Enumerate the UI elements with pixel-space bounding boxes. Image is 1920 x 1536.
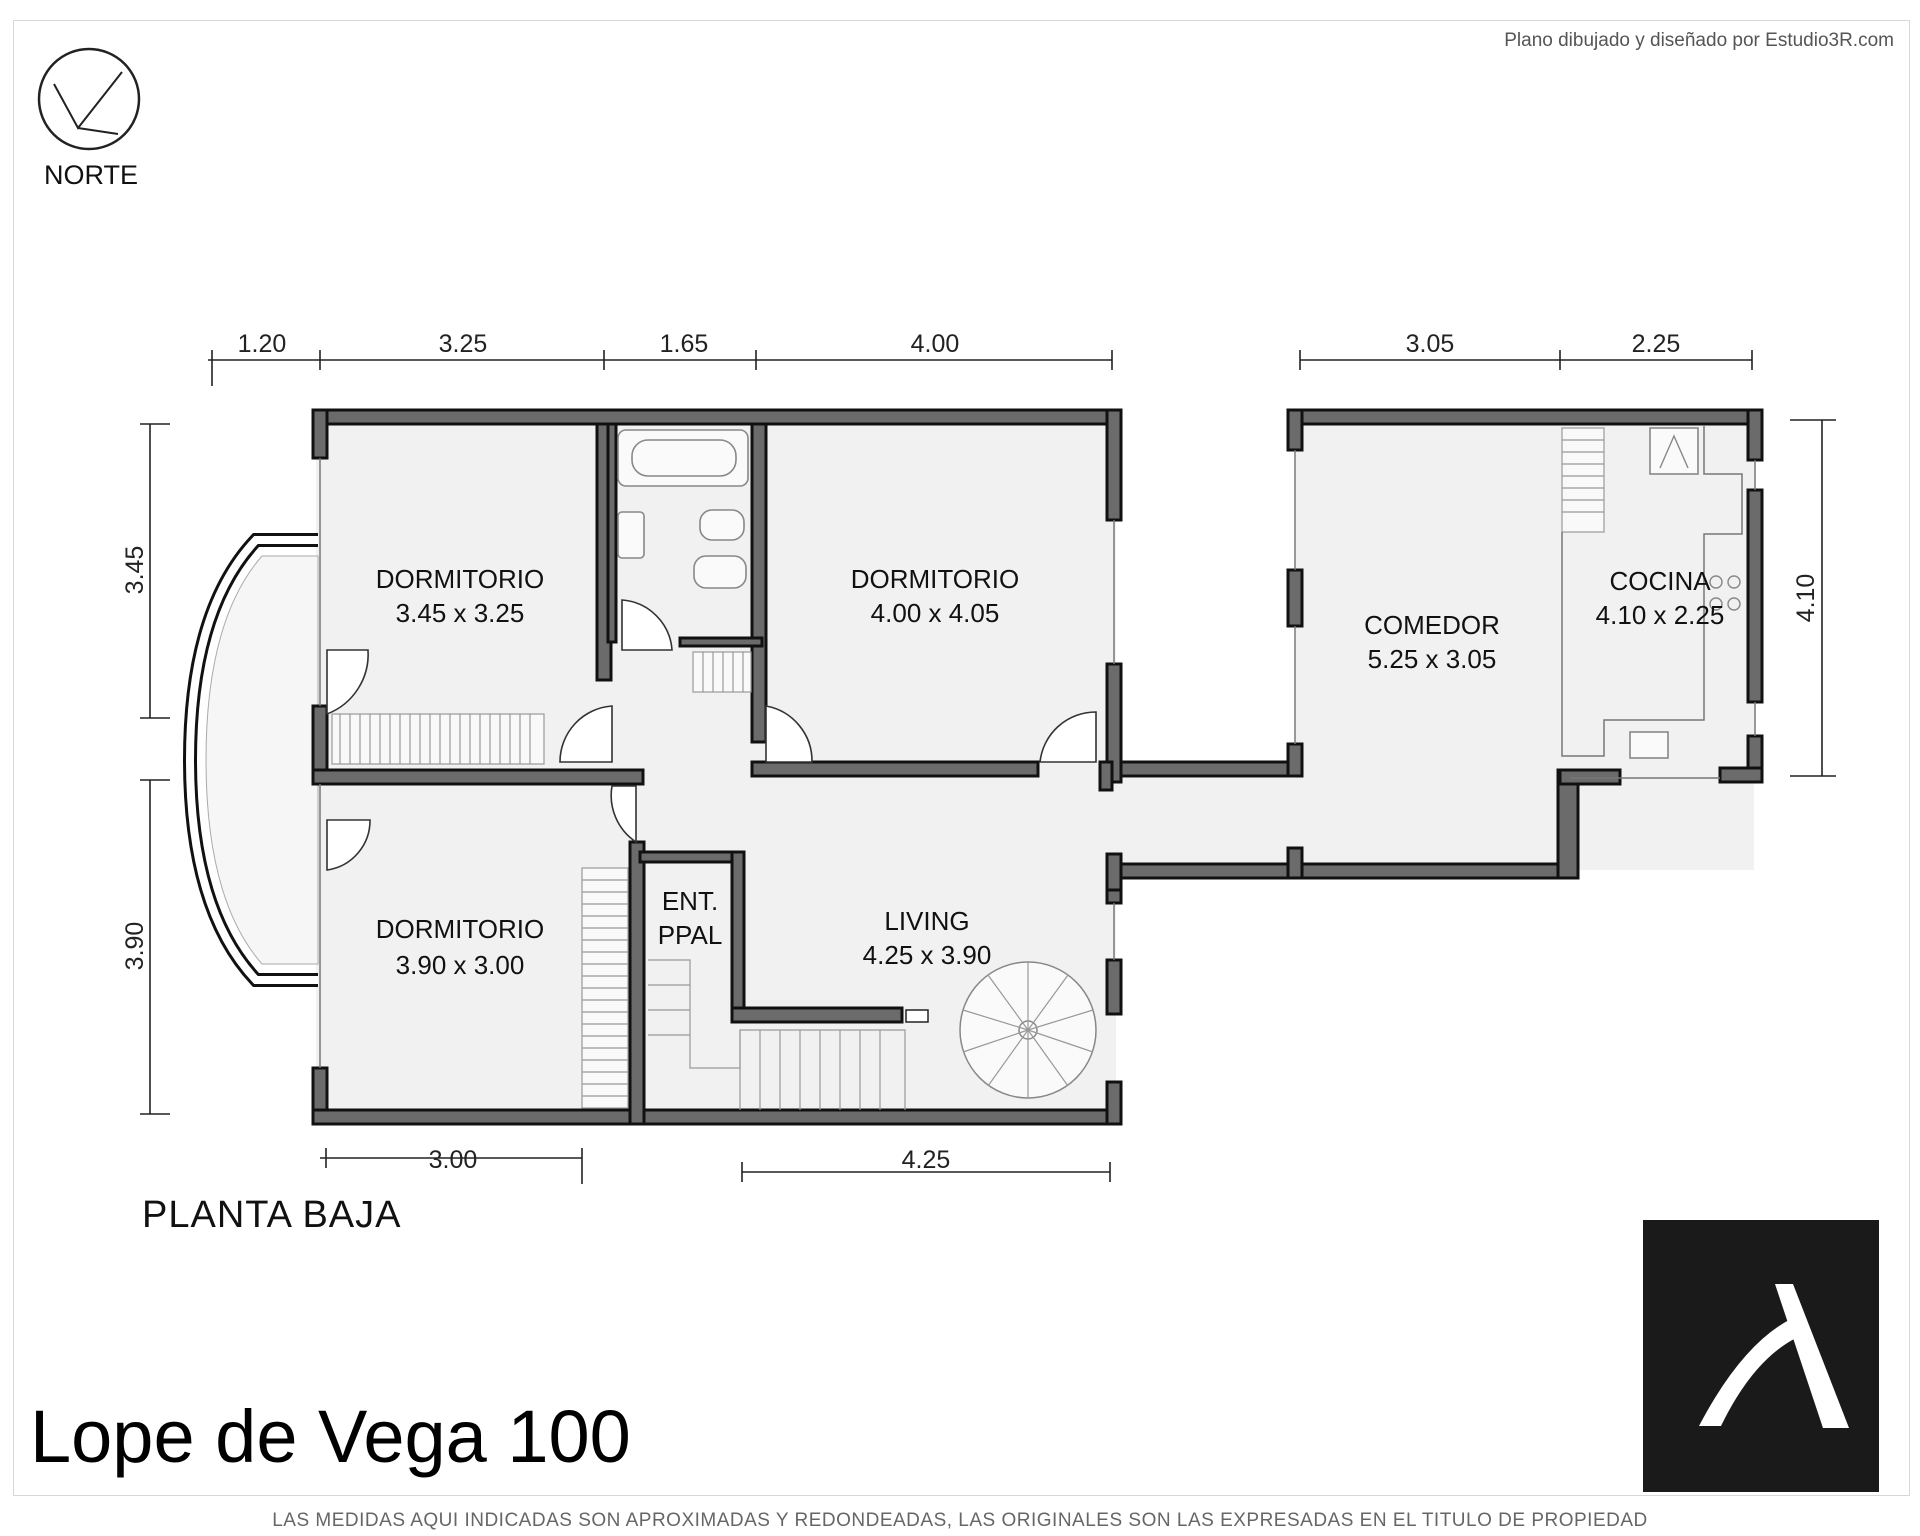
property-address: Lope de Vega 100 bbox=[30, 1395, 631, 1478]
balcony bbox=[190, 540, 318, 980]
room-size: 4.25 x 3.90 bbox=[862, 940, 992, 970]
dim-top-4: 4.00 bbox=[910, 330, 960, 358]
dim-top-2: 3.25 bbox=[438, 330, 488, 358]
dim-top-5: 3.05 bbox=[1405, 330, 1455, 358]
disclaimer-text: LAS MEDIDAS AQUI INDICADAS SON APROXIMADAS Y REDONDEADAS, LAS ORIGINALES SON LAS EXPRESADAS EN EL TITULO DE PROPIEDAD bbox=[272, 1510, 1648, 1531]
room-size: 3.90 x 3.00 bbox=[395, 950, 525, 980]
dim-bottom-1: 3.00 bbox=[428, 1146, 478, 1174]
room-name: COCINA bbox=[1609, 566, 1711, 596]
room-name: LIVING bbox=[884, 906, 970, 936]
room-name: DORMITORIO bbox=[375, 914, 545, 944]
credit-text: Plano dibujado y diseñado por Estudio3R.com bbox=[1504, 30, 1894, 51]
room-name: COMEDOR bbox=[1364, 610, 1500, 640]
brand-logo bbox=[1643, 1220, 1879, 1492]
dim-top-1: 1.20 bbox=[237, 330, 287, 358]
dim-top-3: 1.65 bbox=[659, 330, 709, 358]
north-label: NORTE bbox=[44, 160, 139, 190]
room-name: ENT. bbox=[661, 886, 719, 916]
room-size: 5.25 x 3.05 bbox=[1367, 644, 1497, 674]
dim-top-6: 2.25 bbox=[1631, 330, 1681, 358]
room-size: 4.10 x 2.25 bbox=[1595, 600, 1725, 630]
room-size: PPAL bbox=[657, 920, 723, 950]
room-name: DORMITORIO bbox=[375, 564, 545, 594]
lambda-logo-icon bbox=[1643, 1220, 1879, 1492]
dim-left-2: 3.90 bbox=[121, 921, 149, 971]
floor-name: PLANTA BAJA bbox=[142, 1194, 402, 1236]
dim-right-1: 4.10 bbox=[1792, 573, 1820, 623]
room-name: DORMITORIO bbox=[850, 564, 1020, 594]
dim-bottom-2: 4.25 bbox=[901, 1146, 951, 1174]
room-size: 3.45 x 3.25 bbox=[395, 598, 525, 628]
room-size: 4.00 x 4.05 bbox=[870, 598, 1000, 628]
dim-left-1: 3.45 bbox=[121, 545, 149, 595]
